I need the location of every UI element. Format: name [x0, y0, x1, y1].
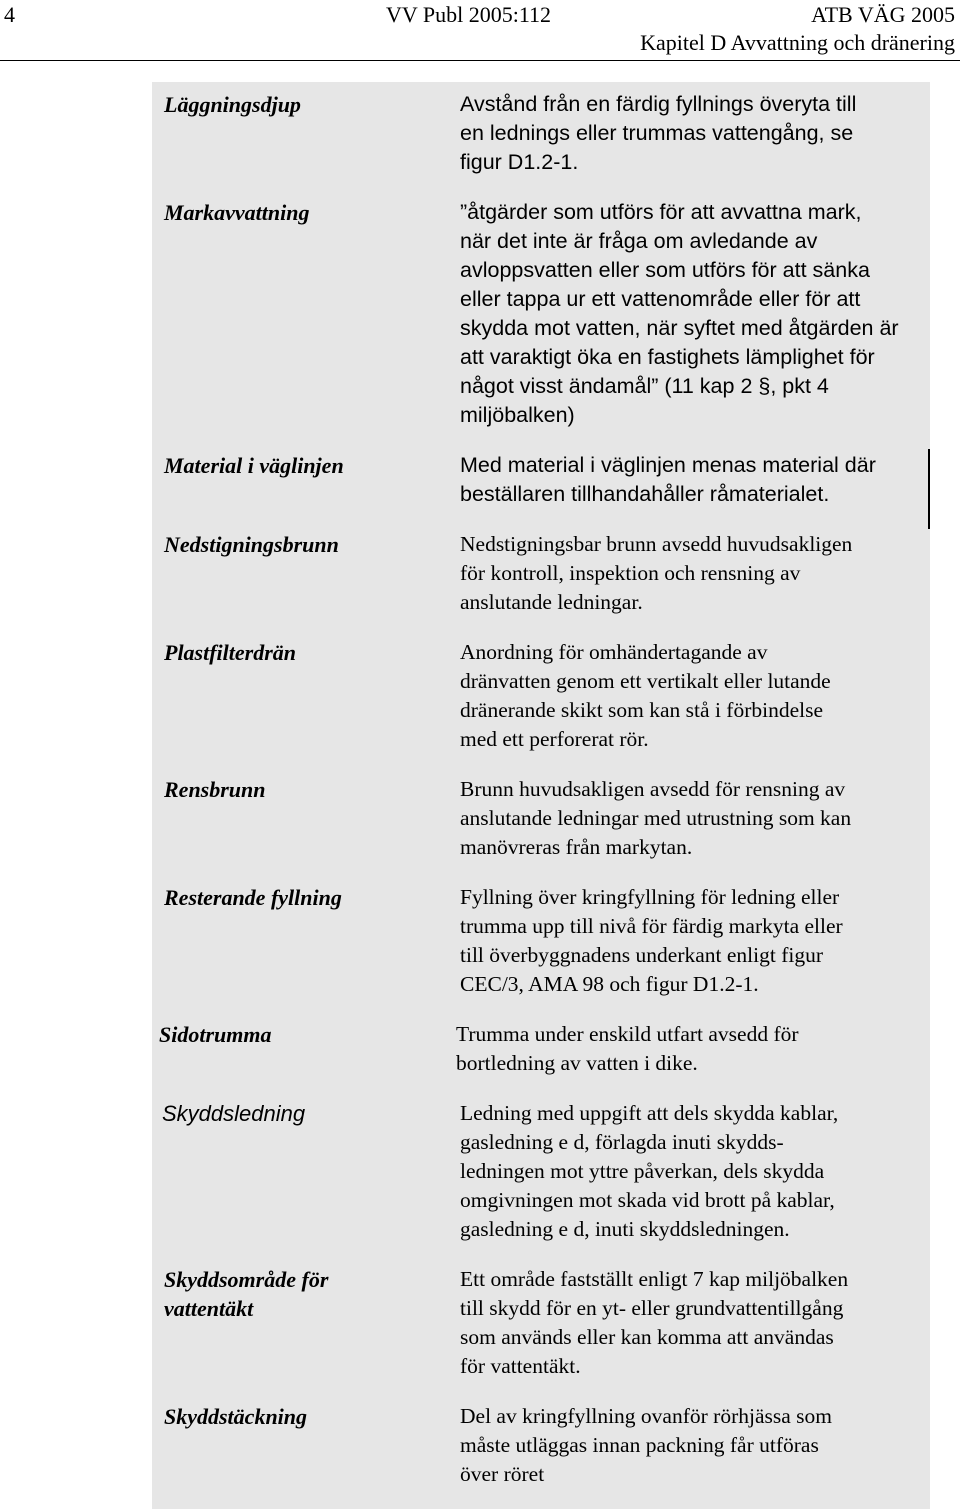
term-line: vattentäkt: [164, 1296, 254, 1321]
header-rule: [0, 60, 960, 61]
term-skyddsledning: Skyddsledning: [162, 1101, 306, 1126]
definition-nedstigningsbrunn: [460, 530, 930, 617]
definition-line: när det inte är fråga om avledande av: [460, 229, 818, 253]
publication-id: VV Publ 2005:112: [386, 2, 552, 27]
definition-line: över röret: [460, 1462, 545, 1486]
definition-line: avloppsvatten eller som utförs för att sänka: [460, 258, 870, 282]
definition-laggningsdjup: [460, 90, 930, 177]
term-skyddsomrade-for-vattentakt: [164, 1265, 328, 1323]
definition-line: Ledning med uppgift att dels skydda kablar,: [460, 1101, 839, 1125]
definition-line: Brunn huvudsakligen avsedd för rensning av: [460, 777, 846, 801]
definition-line: figur D1.2-1.: [460, 150, 579, 174]
definition-skyddsomrade-for-vattentakt: [460, 1265, 930, 1381]
term-material-i-vaglinjen: Material i väglinjen: [164, 453, 344, 478]
definition-line: ”åtgärder som utförs för att avvattna mark,: [460, 200, 862, 224]
definition-sidotrumma: [456, 1020, 926, 1078]
definition-line: dränvatten genom ett vertikalt eller lutande: [460, 669, 831, 693]
definition-resterande-fyllning: [460, 883, 930, 999]
definition-line: att varaktigt öka en fastighets lämplighet för: [460, 345, 875, 369]
definition-line: med ett perforerat rör.: [460, 727, 649, 751]
term-markavvattning: Markavvattning: [164, 200, 310, 225]
definition-line: gasledning e d, förlagda inuti skydds-: [460, 1130, 784, 1154]
definition-line: Trumma under enskild utfart avsedd för: [456, 1022, 799, 1046]
chapter-title: Kapitel D Avvattning och dränering: [640, 30, 955, 55]
definition-line: beställaren tillhandahåller råmaterialet.: [460, 482, 830, 506]
definition-line: för kontroll, inspektion och rensning av: [460, 561, 801, 585]
definition-line: CEC/3, AMA 98 och figur D1.2-1.: [460, 972, 759, 996]
definition-line: för vattentäkt.: [460, 1354, 581, 1378]
definition-line: till överbyggnadens underkant enligt figur: [460, 943, 824, 967]
definition-rensbrunn: [460, 775, 930, 862]
definition-line: Fyllning över kringfyllning för ledning eller: [460, 885, 840, 909]
definition-line: som används eller kan komma att användas: [460, 1325, 834, 1349]
term-laggningsdjup: Läggningsdjup: [164, 92, 301, 117]
definition-plastfilterdran: [460, 638, 930, 754]
definition-line: dränerande skikt som kan stå i förbindelse: [460, 698, 824, 722]
definition-line: Avstånd från en färdig fyllnings överyta till: [460, 92, 857, 116]
definition-line: bortledning av vatten i dike.: [456, 1051, 698, 1075]
term-resterande-fyllning: Resterande fyllning: [164, 885, 342, 910]
definition-line: Ett område fastställt enligt 7 kap miljöbalken: [460, 1267, 849, 1291]
definition-line: en lednings eller trummas vattengång, se: [460, 121, 854, 145]
definition-line: Nedstigningsbar brunn avsedd huvudsakligen: [460, 532, 853, 556]
definition-skyddsledning: [460, 1099, 930, 1244]
definition-material-i-vaglinjen: [460, 451, 930, 509]
definition-line: Del av kringfyllning ovanför rörhjässa som: [460, 1404, 832, 1428]
term-nedstigningsbrunn: Nedstigningsbrunn: [164, 532, 339, 557]
page-header: [0, 0, 960, 62]
definition-line: ledningen mot yttre påverkan, dels skydda: [460, 1159, 825, 1183]
definition-line: eller tappa ur ett vattenområde eller för att: [460, 287, 861, 311]
definition-markavvattning: [460, 198, 930, 430]
definition-line: anslutande ledningar med utrustning som kan: [460, 806, 852, 830]
definition-line: Med material i väglinjen menas material där: [460, 453, 876, 477]
definition-line: trumma upp till nivå för färdig markyta eller: [460, 914, 843, 938]
definition-line: till skydd för en yt- eller grundvattentillgång: [460, 1296, 844, 1320]
term-rensbrunn: Rensbrunn: [164, 777, 266, 802]
series-title: ATB VÄG 2005: [811, 2, 955, 27]
term-plastfilterdran: Plastfilterdrän: [164, 640, 297, 665]
definition-line: omgivningen mot skada vid brott på kablar,: [460, 1188, 835, 1212]
definition-line: miljöbalken): [460, 403, 575, 427]
definition-line: anslutande ledningar.: [460, 590, 643, 614]
term-line: Skyddsområde för: [164, 1267, 329, 1292]
definition-line: skydda mot vatten, när syftet med åtgärden är: [460, 316, 899, 340]
definition-line: Anordning för omhändertagande av: [460, 640, 768, 664]
definition-line: gasledning e d, inuti skyddsledningen.: [460, 1217, 790, 1241]
definition-line: något visst ändamål” (11 kap 2 §, pkt 4: [460, 374, 829, 398]
definition-skyddstackning: [460, 1402, 930, 1489]
page-number: 4: [4, 2, 15, 27]
definition-line: manövreras från markytan.: [460, 835, 693, 859]
definition-line: måste utläggas innan packning får utföras: [460, 1433, 819, 1457]
term-sidotrumma: Sidotrumma: [159, 1022, 272, 1047]
term-skyddstackning: Skyddstäckning: [164, 1404, 308, 1429]
